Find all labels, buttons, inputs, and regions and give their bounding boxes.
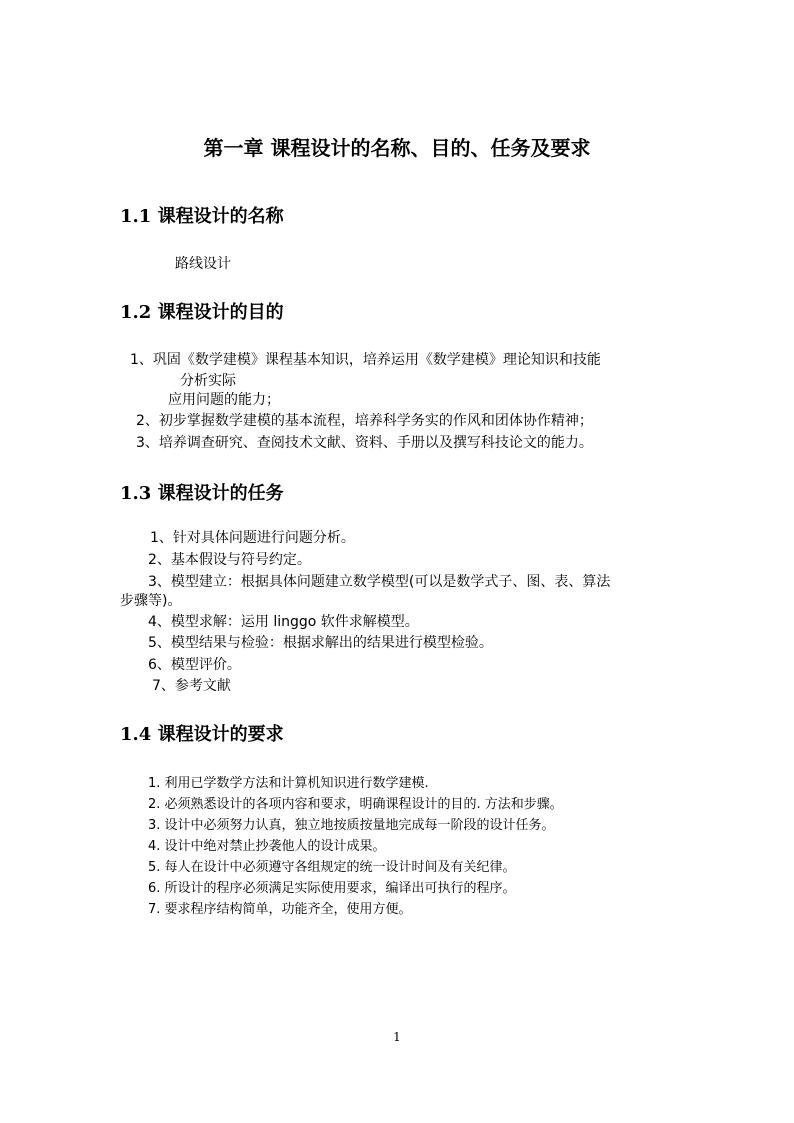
- paragraph: 路线设计: [175, 256, 231, 272]
- paragraph: 应用问题的能力；: [168, 392, 280, 408]
- list-item: 3. 设计中必须努力认真，独立地按质按量地完成每一阶段的设计任务。: [148, 818, 555, 833]
- section-heading-1-3: 1.3 课程设计的任务: [120, 483, 284, 504]
- list-item: 6. 所设计的程序必须满足实际使用要求，编译出可执行的程序。: [148, 881, 516, 896]
- paragraph: 7、参考文献: [152, 678, 231, 694]
- paragraph: 3、模型建立：根据具体问题建立数学模型(可以是数学式子、图、表、算法: [148, 574, 611, 590]
- list-item: 5. 每人在设计中必须遵守各组规定的统一设计时间及有关纪律。: [148, 860, 516, 875]
- paragraph: 4、模型求解：运用 linggo 软件求解模型。: [148, 614, 419, 630]
- section-heading-1-2: 1.2 课程设计的目的: [120, 302, 284, 323]
- section-heading-1-4: 1.4 课程设计的要求: [120, 724, 284, 745]
- list-item: 2. 必须熟悉设计的各项内容和要求，明确课程设计的目的. 方法和步骤。: [148, 797, 563, 812]
- paragraph: 分析实际: [180, 373, 236, 389]
- chapter-title: 第一章 课程设计的名称、目的、任务及要求: [203, 136, 591, 160]
- page-number: 1: [393, 1030, 401, 1044]
- list-item: 1. 利用已学数学方法和计算机知识进行数学建模.: [148, 776, 429, 791]
- paragraph: 6、模型评价。: [148, 657, 241, 673]
- paragraph: 2、基本假设与符号约定。: [148, 552, 311, 568]
- paragraph: 3、培养调查研究、查阅技术文献、资料、手册以及撰写科技论文的能力。: [136, 435, 593, 451]
- paragraph: 1、巩固《数学建模》课程基本知识，培养运用《数学建模》理论知识和技能: [130, 352, 601, 368]
- paragraph: 2、初步掌握数学建模的基本流程，培养科学务实的作风和团体协作精神；: [136, 413, 593, 429]
- paragraph: 5、模型结果与检验：根据求解出的结果进行模型检验。: [148, 635, 493, 651]
- paragraph: 步骤等)。: [120, 593, 182, 609]
- section-heading-1-1: 1.1 课程设计的名称: [120, 206, 284, 227]
- list-item: 7. 要求程序结构简单，功能齐全，使用方便。: [148, 902, 412, 917]
- list-item: 4. 设计中绝对禁止抄袭他人的设计成果。: [148, 839, 386, 854]
- paragraph: 1、针对具体问题进行问题分析。: [150, 530, 355, 546]
